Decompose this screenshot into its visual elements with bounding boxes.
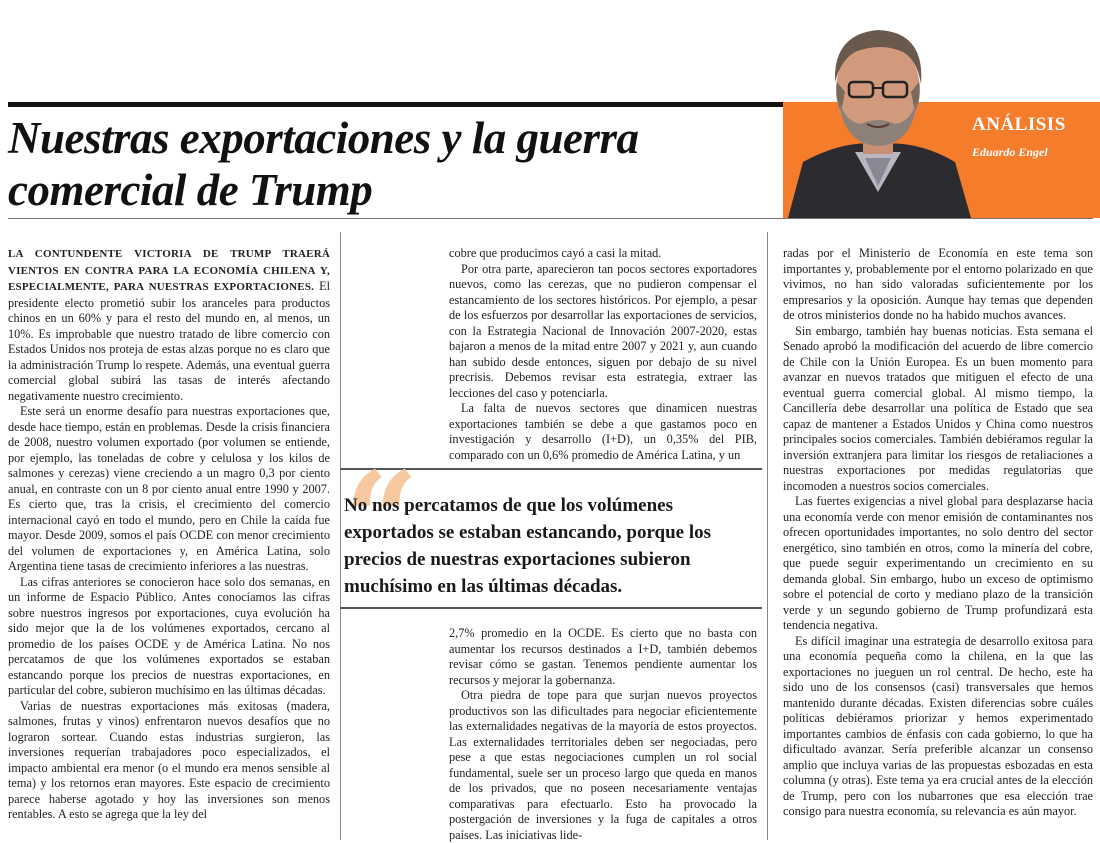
- column-divider: [767, 232, 768, 840]
- article-paragraph: Otra piedra de tope para que surjan nuevos proyectos productivos son las dificultades para negociar eficientemente las externalidades negativas de la mayoría de estos proyectos. Las externalidades territoriales deben ser negociadas, pero pese a que estas negociaciones cumplen un rol social fundamental, suele ser un proceso largo que queda en manos de los privados, que no poseen necesariamente ventajas comparativas para efectuarlo. Esto ha provocado la postergación de inversiones y la fuga de capitales a otros países. Las iniciativas lide-: [449, 688, 757, 842]
- pullquote: No nos percatamos de que los volúmenes exportados se estaban estancando, porque los precios de nuestras exportaciones subieron muchísimo en las últimas décadas.: [344, 495, 712, 597]
- article-paragraph: Sin embargo, también hay buenas noticias. Esta semana el Senado aprobó la modificación del acuerdo de libre comercio de Chile con la Unión Europea. Es un buen momento para avanzar en nuevos tratados que mitiguen el efecto de una eventual guerra comercial global. Al mismo tiempo, la Cancillería debe desarrollar una política de Estado que sea capaz de mantener a Estados Unidos y China como nuestros principales socios comerciales. También debiéramos regular la inversión extranjera para limitar los riesgos de retaliaciones a nuestras exportaciones por medidas regulatorias que incomoden a nuestros socios comerciales.: [783, 323, 1093, 493]
- article-paragraph: 2,7% promedio en la OCDE. Es cierto que no basta con aumentar los recursos destinados a I+D, también debemos revisar cómo se gastan. Tenemos pendiente aumentar los recursos y mejorar la gobernanza.: [449, 626, 757, 687]
- article-paragraph: Las fuertes exigencias a nivel global para desplazarse hacia una economía verde con menor emisión de contaminantes nos ofrecen oportunidades importantes, no solo dentro del sector energético, sino también en otros, como la minería del cobre, que puede seguir experimentando un crecimiento en su demanda global. Sin embargo, hubo un exceso de optimismo sobre el potencial de corto y mediano plazo de la transición verde y un segundo gobierno de Trump profundizará esta tendencia negativa.: [783, 494, 1093, 632]
- article-column-3: [783, 246, 1093, 820]
- article-lead: LA CONTUNDENTE VICTORIA DE TRUMP TRAERÁ VIENTOS EN CONTRA PARA LA ECONOMÍA CHILENA Y, ESPECIALMENTE, PARA NUESTRAS EXPORTACIONES.: [8, 248, 330, 293]
- article-paragraph: Las cifras anteriores se conocieron hace solo dos semanas, en un informe de Espacio Público. Antes conocíamos las cifras sobre nuestros ingresos por exportaciones, cuya evolución ha sido mejor que la de los volúmenes exportados, cercano al promedio de los países OCDE y de América Latina. No nos percatamos de que los volúmenes exportados se estaban estancando porque los precios de nuestras exportaciones, en particular del cobre, subieron muchísimo en las últimas décadas.: [8, 574, 330, 697]
- article-paragraph: radas por el Ministerio de Economía en este tema son importantes y, probablemente por el entorno polarizado en que vivimos, no han sido valoradas suficientemente por los empresarios y la oposición. Aunque hay temas que dependen de otros ministerios donde no ha habido muchos avances.: [783, 246, 1093, 322]
- quote-mark-icon: “: [344, 443, 419, 596]
- article-column-1: [8, 246, 330, 823]
- author-name: Eduardo Engel: [972, 145, 1048, 159]
- article-paragraph: Varias de nuestras exportaciones más exitosas (madera, salmones, frutas y vinos) enfrentaron nuevos desafíos que no lograron sortear. Cuando estas industrias surgieron, las inversiones requerían trabajadores poco especializados, el impacto ambiental era menor (o el mundo era menos sensible al tema) y los retornos eran mayores. Este espacio de crecimiento parece haberse agotado y hoy las inversiones son menos rentables. A esto se agrega que la ley del: [8, 698, 330, 821]
- article-paragraph: cobre que producimos cayó a casi la mitad.: [449, 246, 662, 260]
- article-headline: Nuestras exportaciones y la guerra comercial de Trump: [8, 113, 639, 215]
- article-column-2-bottom: [449, 626, 757, 843]
- column-divider: [340, 232, 341, 840]
- article-paragraph: Por otra parte, aparecieron tan pocos sectores exportadores nuevos, como las cerezas, que no pudieron compensar el estancamiento de los sectores históricos. Por ejemplo, a pesar de los esfuerzos por desarrollar las exportaciones de servicios, con la Estrategia Nacional de Innovación 2007-2020, estas bajaron a menos de la mitad entre 2007 y 2021 y, aun cuando han subido desde entonces, siguen por debajo de su nivel precrisis. Debemos revisar esta estrategia, extraer las lecciones del caso y potenciarla.: [449, 261, 757, 400]
- article-paragraph: Es difícil imaginar una estrategia de desarrollo exitosa para una economía pequeña como la chilena, en la que las exportaciones no jueguen un rol central. De hecho, este ha sido uno de los consensos (casi) transversales que hemos mantenido durante décadas. Existen diferencias sobre cuáles políticas debiéramos priorizar y hemos experimentado importantes cambios de énfasis con cada gobierno, lo que ha dificultado avanzar. Sería preferible alcanzar un consenso amplio que incluya varias de las propuestas esbozadas en esta columna (y otras). Este tema ya era crucial antes de la elección de Trump, pero con los nubarrones que esa elección trae consigo para nuestra economía, su relevancia es aún mayor.: [783, 633, 1093, 818]
- article-column-2-top: [449, 246, 757, 463]
- article-paragraph: [8, 246, 330, 404]
- article-paragraph: La falta de nuevos sectores que dinamicen nuestras exportaciones también se debe a que gastamos poco en investigación y desarrollo (I+D), un 0,35% del PIB, comparado con un 0,6% promedio de América Latina, y un: [449, 401, 757, 462]
- author-portrait: [783, 12, 973, 218]
- pullquote-bottom-rule: [340, 607, 762, 609]
- section-label: ANÁLISIS: [972, 114, 1066, 135]
- article-paragraph: Este será un enorme desafío para nuestras exportaciones que, desde hace tiempo, están en problemas. Desde la crisis financiera de 2008, nuestro volumen exportado (por volumen se entiende, por ejemplo, las toneladas de cobre y celulosa y los kilos de salmones y cerezas) viene creciendo a un magro 0,3 por ciento anual, en contraste con un 8 por ciento anual entre 1990 y 2007. Es cierto que, tras la crisis, el crecimiento del comercio internacional cayó en todo el mundo, pero en Chile la caída fue mayor. Desde 2009, somos el país OCDE con menor crecimiento del volumen de exportaciones y, en América Latina, solo Argentina tiene tasas de crecimiento inferiores a las nuestras.: [8, 404, 330, 573]
- header-bottom-rule: [8, 218, 1093, 219]
- article-text: El presidente electo prometió subir los aranceles para productos chinos en un 60% y para el resto del mundo en, al menos, un 10%. Es improbable que nuestro tratado de libre comercio con Estados Unidos nos proteja de estas alzas porque no es claro que la administración Trump lo respete. Además, una eventual guerra comercial global subirá las tasas de interés afectando negativamente nuestro crecimiento.: [8, 279, 330, 403]
- header-top-rule: [8, 102, 783, 107]
